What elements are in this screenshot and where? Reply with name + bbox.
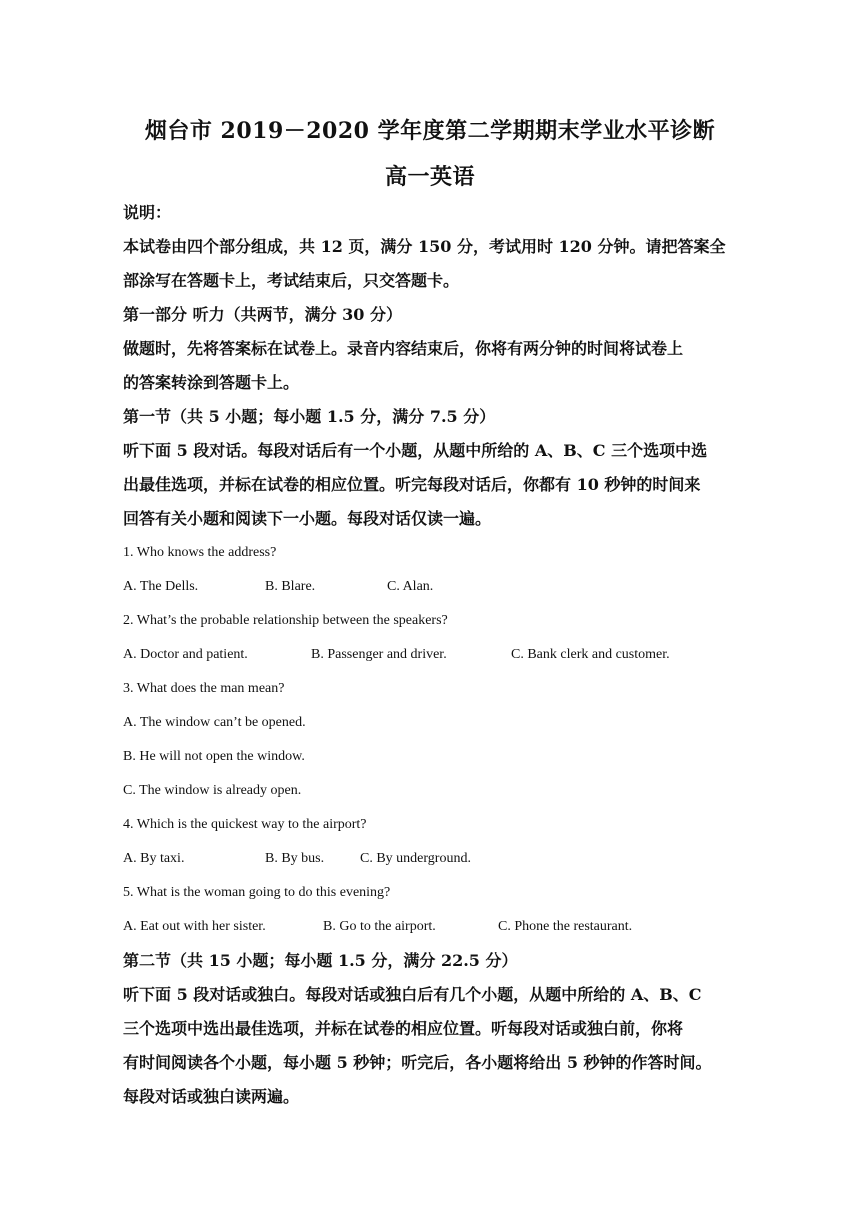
question-options	[123, 910, 738, 944]
question-stem: 4. Which is the quickest way to the airport?	[123, 817, 367, 832]
question-options	[123, 842, 738, 876]
option-a: A. The window can’t be opened.	[123, 715, 306, 730]
question-options	[123, 638, 738, 672]
question-options	[123, 570, 738, 604]
option-b: B. Blare.	[265, 579, 316, 594]
part1-instruction: 做题时，先将答案标在试卷上。录音内容结束后，你将有两分钟的时间将试卷上	[123, 339, 684, 358]
exam-body	[123, 196, 738, 1114]
intro-line: 本试卷由四个部分组成，共 12 页，满分 150 分，考试用时 120 分钟。请把答案全	[123, 237, 726, 256]
option-b: B. Passenger and driver.	[311, 647, 447, 662]
section1-heading: 第一节（共 5 小题；每小题 1.5 分，满分 7.5 分）	[123, 407, 496, 426]
option-a: A. The Dells.	[123, 579, 199, 594]
option-a: A. Eat out with her sister.	[123, 919, 266, 934]
question-stem: 3. What does the man mean?	[123, 681, 285, 696]
option-c: C. Alan.	[387, 579, 434, 594]
part1-heading: 第一部分 听力（共两节，满分 30 分）	[123, 305, 402, 324]
option-a: A. By taxi.	[123, 851, 185, 866]
option-b: B. Go to the airport.	[323, 919, 436, 934]
option-c: C. By underground.	[360, 851, 471, 866]
question-stem: 2. What’s the probable relationship between the speakers?	[123, 613, 448, 628]
option-a: A. Doctor and patient.	[123, 647, 248, 662]
section1-instruction: 出最佳选项，并标在试卷的相应位置。听完每段对话后，你都有 10 秒钟的时间来	[123, 475, 701, 494]
part1-instruction: 的答案转涂到答题卡上。	[123, 373, 300, 392]
intro-label: 说明：	[123, 203, 172, 222]
option-c: C. The window is already open.	[123, 783, 302, 798]
section2-heading: 第二节（共 15 小题；每小题 1.5 分，满分 22.5 分）	[123, 951, 518, 970]
option-b: B. He will not open the window.	[123, 749, 305, 764]
option-c: C. Phone the restaurant.	[498, 919, 633, 934]
section1-instruction: 听下面 5 段对话。每段对话后有一个小题，从题中所给的 A、B、C 三个选项中选	[123, 441, 708, 460]
section2-instruction: 有时间阅读各个小题，每小题 5 秒钟；听完后，各小题将给出 5 秒钟的作答时间。	[123, 1053, 712, 1072]
exam-subject: 高一英语	[384, 164, 475, 190]
section1-instruction: 回答有关小题和阅读下一小题。每段对话仅读一遍。	[123, 509, 492, 528]
intro-line: 部涂写在答题卡上，考试结束后，只交答题卡。	[123, 271, 460, 290]
section2-instruction: 每段对话或独白读两遍。	[123, 1087, 300, 1106]
exam-title: 烟台市 2019－2020 学年度第二学期期末学业水平诊断	[144, 118, 716, 144]
section2-instruction: 三个选项中选出最佳选项，并标在试卷的相应位置。听每段对话或独白前，你将	[123, 1019, 684, 1038]
question-stem: 1. Who knows the address?	[123, 545, 277, 560]
section2-instruction: 听下面 5 段对话或独白。每段对话或独白后有几个小题，从题中所给的 A、B、C	[123, 985, 702, 1004]
question-stem: 5. What is the woman going to do this evening?	[123, 885, 391, 900]
option-b: B. By bus.	[265, 851, 325, 866]
option-c: C. Bank clerk and customer.	[511, 647, 670, 662]
